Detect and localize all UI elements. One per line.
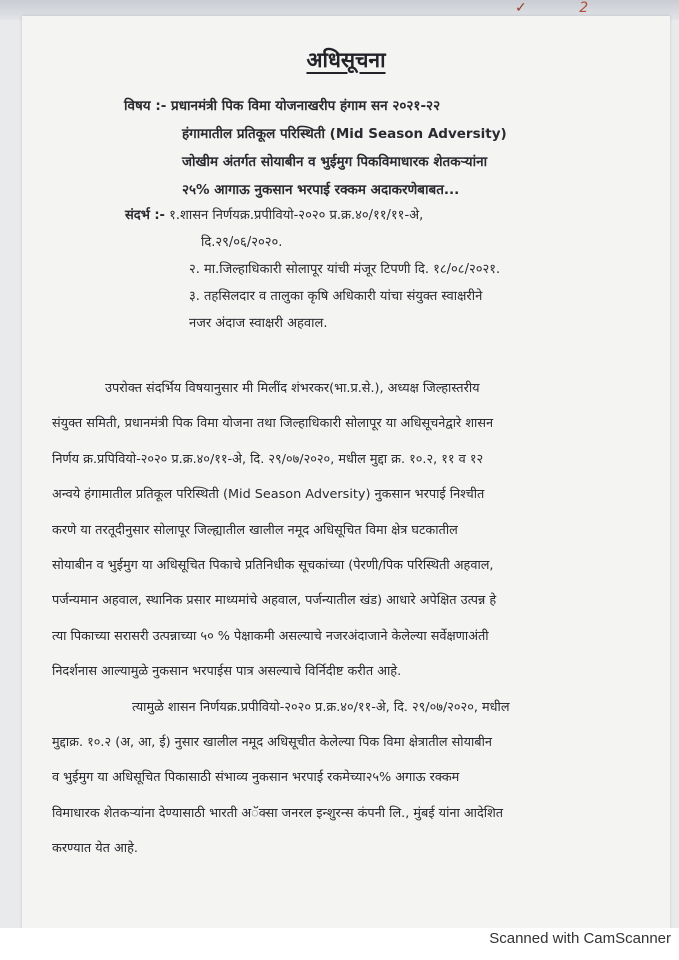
paragraph-1-line: निदर्शनास आल्यामुळे नुकसान भरपाईस पात्र असल्याचे विर्निदीष्ट करीत आहे. [52, 664, 402, 680]
paragraph-2-line: व भुईमुग या अधिसूचित पिकासाठी संभाव्य नुकसान भरपाई रकमेच्या२५% अगाऊ रक्कम [52, 770, 460, 786]
camscanner-watermark: Scanned with CamScanner [489, 930, 671, 947]
paragraph-2-line: मुद्दाक्र. १०.२ (अ, आ, ई) नुसार खालील नमूद अधिसूचीत केलेल्या पिक विमा क्षेत्रातील सोयाबीन [52, 735, 493, 751]
paragraph-1-line: पर्जन्यमान अहवाल, स्थानिक प्रसार माध्यमांचे अहवाल, पर्जन्यातील खंड) आधारे अपेक्षित उत्पन्न हे [52, 593, 497, 609]
subject-line: जोखीम अंतर्गत सोयाबीन व भुईमुग पिकविमाधारक शेतकऱ्यांना [182, 154, 488, 170]
document-page [22, 16, 670, 928]
paragraph-1-line: निर्णय क्र.प्रपिवियो-२०२० प्र.क्र.४०/११-अे, दि. २९/०७/२०२०, मधील मुद्दा क्र. १०.२, ११ व १२ [52, 451, 484, 467]
paragraph-2-line: त्यामुळे शासन निर्णयक्र.प्रपीवियो-२०२० प्र.क्र.४०/११-अे, दि. २९/०७/२०२०, मधील [132, 699, 510, 715]
paragraph-1-line: सोयाबीन व भुईमुग या अधिसूचित पिकाचे प्रतिनिधीक सूचकांच्या (पेरणी/पिक परिस्थिती अहवाल, [52, 558, 494, 574]
reference-line: दि.२९/०६/२०२०. [201, 235, 283, 250]
subject-line: हंगामातील प्रतिकूल परिस्थिती (Mid Season Adversity) [182, 126, 507, 142]
subject-line: २५% आगाऊ नुकसान भरपाई रक्कम अदाकरणेबाबत... [182, 182, 460, 198]
paragraph-1-line: करणे या तरतूदीनुसार सोलापूर जिल्ह्यातील खालील नमूद अधिसूचित विमा क्षेत्र घटकातील [52, 522, 458, 538]
subject-line: प्रधानमंत्री पिक विमा योजनाखरीप हंगाम सन २०२१-२२ [171, 98, 441, 114]
reference-line: ३. तहसिलदार व तालुका कृषि अधिकारी यांचा संयुक्त स्वाक्षरीने [189, 289, 483, 304]
reference-line: १.शासन निर्णयक्र.प्रपीवियो-२०२० प्र.क्र.४०/११/११-अे, [169, 208, 424, 223]
handwritten-marks [515, 0, 588, 16]
body-text [52, 371, 612, 867]
paragraph-2-line: करण्यात येत आहे. [52, 841, 138, 857]
subject-block [124, 92, 644, 204]
paragraph-1-line: संयुक्त समिती, प्रधानमंत्री पिक विमा योजना तथा जिल्हाधिकारी सोलापूर या अधिसूचनेद्वारे शासन [52, 416, 494, 432]
handwritten-check: ✓ [515, 0, 527, 16]
paragraph-1-line: त्या पिकाच्या सरासरी उत्पन्नाच्या ५० % पेक्षाकमी असल्याचे नजरअंदाजाने केलेल्या सर्वेक्षणाअंती [52, 628, 489, 644]
references-block [125, 202, 655, 337]
subject-label: विषय :- [124, 98, 167, 114]
document-title: अधिसूचना [306, 48, 386, 72]
paragraph-2-line: विमाधारक शेतकऱ्यांना देण्यासाठी भारती अॅक्सा जनरल इन्शुरन्स कंपनी लि., मुंबई यांना आदेशित [52, 805, 504, 821]
paragraph-1-line: उपरोक्त संदर्भिय विषयानुसार मी मिलींद शंभरकर(भा.प्र.से.), अध्यक्ष जिल्हास्तरीय [105, 381, 480, 396]
references-label: संदर्भ :- [125, 208, 165, 223]
handwritten-page-number: 2 [579, 0, 589, 16]
paragraph-1-line: अन्वये हंगामातील प्रतिकूल परिस्थिती (Mid Season Adversity) नुकसान भरपाई निश्चीत [52, 487, 485, 503]
reference-line: २. मा.जिल्हाधिकारी सोलापूर यांची मंजूर टिपणी दि. १८/०८/२०२१. [189, 262, 501, 277]
reference-line: नजर अंदाज स्वाक्षरी अहवाल. [189, 316, 328, 331]
